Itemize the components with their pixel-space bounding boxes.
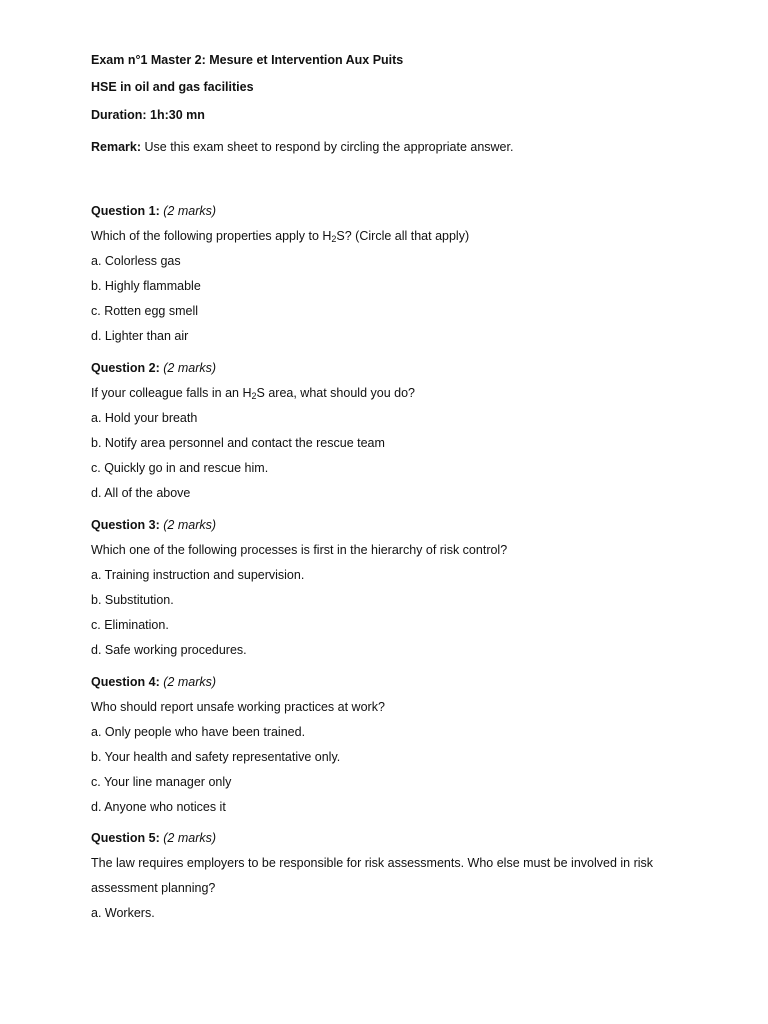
- question-2-option-c[interactable]: c. Quickly go in and rescue him.: [91, 461, 269, 475]
- question-3-prompt: Which one of the following processes is first in the hierarchy of risk control?: [91, 543, 508, 557]
- question-marks: (2 marks): [163, 831, 217, 845]
- question-5-heading: [91, 830, 216, 846]
- prompt-part: Which of the following properties apply to H: [91, 229, 332, 243]
- question-1-option-d[interactable]: d. Lighter than air: [91, 329, 189, 343]
- question-4-prompt: Who should report unsafe working practices at work?: [91, 700, 385, 714]
- question-label: Question 5:: [91, 831, 160, 845]
- question-label: Question 3:: [91, 518, 160, 532]
- remark-text: Use this exam sheet to respond by circling the appropriate answer.: [141, 140, 514, 154]
- exam-duration: Duration: 1h:30 mn: [91, 108, 205, 122]
- question-marks: (2 marks): [163, 518, 217, 532]
- question-5-option-a[interactable]: a. Workers.: [91, 906, 155, 920]
- question-3-option-b[interactable]: b. Substitution.: [91, 593, 174, 607]
- question-1-option-a[interactable]: a. Colorless gas: [91, 254, 181, 268]
- question-4-option-d[interactable]: d. Anyone who notices it: [91, 800, 226, 814]
- question-2-option-b[interactable]: b. Notify area personnel and contact the rescue team: [91, 436, 385, 450]
- question-3-option-c[interactable]: c. Elimination.: [91, 618, 169, 632]
- question-label: Question 1:: [91, 204, 160, 218]
- question-1-option-b[interactable]: b. Highly flammable: [91, 279, 201, 293]
- question-1-heading: [91, 203, 216, 219]
- question-4-heading: [91, 674, 216, 690]
- question-marks: (2 marks): [163, 361, 217, 375]
- question-label: Question 4:: [91, 675, 160, 689]
- prompt-part: S? (Circle all that apply): [336, 229, 470, 243]
- exam-title: Exam n°1 Master 2: Mesure et Intervention Aux Puits: [91, 53, 404, 67]
- question-label: Question 2:: [91, 361, 160, 375]
- question-marks: (2 marks): [163, 675, 217, 689]
- question-1-prompt: [91, 228, 469, 244]
- question-3-option-d[interactable]: d. Safe working procedures.: [91, 643, 247, 657]
- remark: [91, 139, 513, 155]
- question-2-heading: [91, 360, 216, 376]
- prompt-part: If your colleague falls in an H: [91, 386, 252, 400]
- question-2-prompt: [91, 385, 415, 401]
- question-3-option-a[interactable]: a. Training instruction and supervision.: [91, 568, 305, 582]
- prompt-subscript: 2: [251, 391, 257, 401]
- question-3-heading: [91, 517, 216, 533]
- question-2-option-d[interactable]: d. All of the above: [91, 486, 191, 500]
- question-4-option-b[interactable]: b. Your health and safety representative only.: [91, 750, 341, 764]
- question-4-option-c[interactable]: c. Your line manager only: [91, 775, 232, 789]
- question-5-prompt-line-2: assessment planning?: [91, 881, 216, 895]
- question-marks: (2 marks): [163, 204, 217, 218]
- question-4-option-a[interactable]: a. Only people who have been trained.: [91, 725, 306, 739]
- remark-label: Remark:: [91, 140, 142, 154]
- course-title: HSE in oil and gas facilities: [91, 80, 254, 94]
- question-1-option-c[interactable]: c. Rotten egg smell: [91, 304, 198, 318]
- prompt-part: S area, what should you do?: [256, 386, 415, 400]
- question-2-option-a[interactable]: a. Hold your breath: [91, 411, 198, 425]
- prompt-subscript: 2: [331, 234, 337, 244]
- question-5-prompt-line-1: The law requires employers to be responsible for risk assessments. Who else must be involved in risk: [91, 856, 654, 870]
